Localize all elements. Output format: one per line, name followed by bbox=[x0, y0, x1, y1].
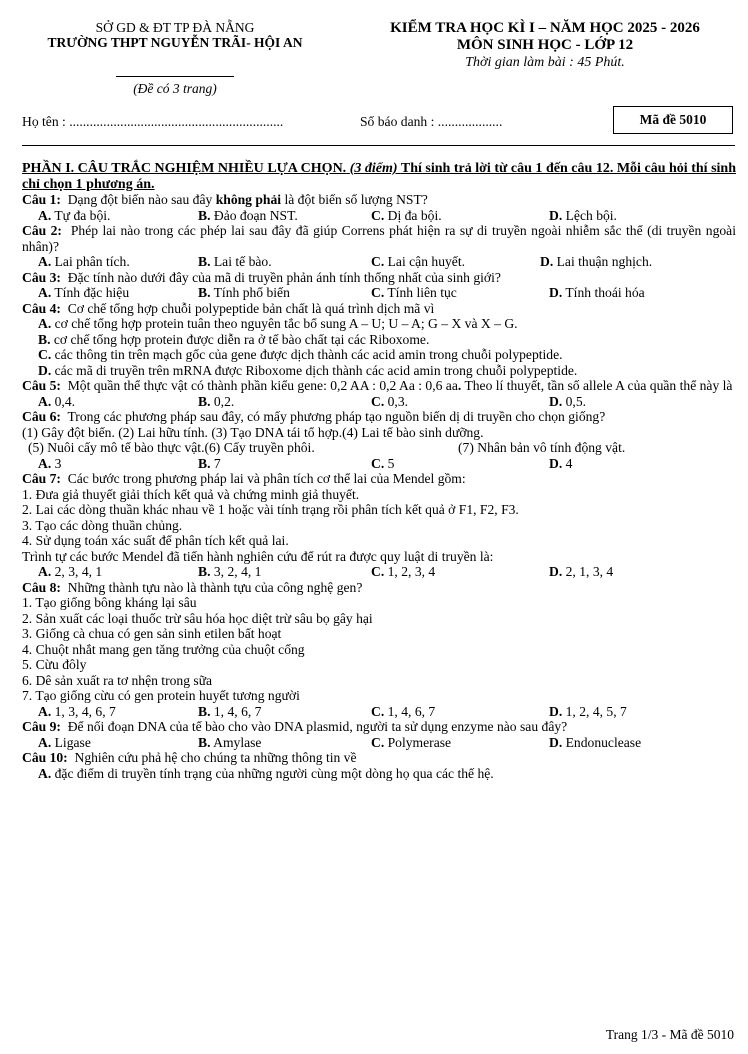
question-10: Câu 10: Nghiên cứu phả hệ cho chúng ta những thông tin về bbox=[22, 750, 357, 765]
divider bbox=[116, 76, 234, 77]
option-b[interactable]: B. cơ chế tổng hợp protein được diễn ra ở tế bào chất tại các Riboxome. bbox=[38, 331, 430, 347]
option-a[interactable]: A. 2, 3, 4, 1 bbox=[38, 564, 103, 579]
duration: Thời gian làm bài : 45 Phút. bbox=[465, 55, 625, 70]
step-3: 3. Tạo các dòng thuần chủng. bbox=[22, 517, 183, 533]
option-c[interactable]: C. 1, 2, 3, 4 bbox=[371, 564, 436, 579]
methods-text: (5) Nuôi cấy mô tế bào thực vật.(6) Cấy truyền phôi. bbox=[28, 440, 315, 455]
exam-code-box: Mã đề 5010 bbox=[613, 106, 733, 134]
options-3 bbox=[22, 285, 736, 301]
question-3: Câu 3: Đặc tính nào dưới đây của mã di truyền phản ánh tính thống nhất của sinh giới? bbox=[22, 269, 501, 285]
option-a[interactable]: A. đặc điểm di truyền tính trạng của những người cùng một dòng họ qua các thế hệ. bbox=[38, 765, 494, 781]
question-7-ask: Trình tự các bước Mendel đã tiến hành nghiên cứu để rút ra được quy luật di truyền là: bbox=[22, 548, 494, 564]
option-c[interactable]: C. 5 bbox=[371, 455, 395, 471]
options-8 bbox=[22, 704, 736, 720]
question-text: Đặc tính nào dưới đây của mã di truyền phản ánh tính thống nhất của sinh giới? bbox=[67, 269, 501, 285]
question-9: Câu 9: Để nối đoạn DNA của tế bào cho vào DNA plasmid, người ta sử dụng enzyme nào sau đây? bbox=[22, 719, 568, 734]
question-emphasis: không phải bbox=[215, 192, 282, 207]
part-instruction: Thí sinh trả lời từ câu 1 đến câu 12. Mỗi câu hỏi thí sinh chỉ chọn 1 phương án. bbox=[22, 161, 736, 192]
option-d[interactable]: D. 1, 2, 4, 5, 7 bbox=[549, 703, 627, 719]
option-a[interactable]: A. Lai phân tích. bbox=[38, 254, 130, 269]
option-c[interactable]: C. Lai cận huyết. bbox=[371, 254, 465, 269]
option-a[interactable]: A. 1, 3, 4, 6, 7 bbox=[38, 703, 116, 719]
options-2 bbox=[22, 254, 736, 270]
option-d[interactable]: D. 0,5. bbox=[549, 393, 587, 409]
question-8: Câu 8: Những thành tựu nào là thành tựu của công nghệ gen? bbox=[22, 579, 363, 595]
option-b[interactable]: B. 7 bbox=[198, 455, 221, 471]
question-6: Câu 6: Trong các phương pháp sau đây, có mấy phương pháp tạo nguồn biến dị di truyền cho chọn giống? bbox=[22, 409, 606, 424]
option-d[interactable]: D. Lệch bội. bbox=[549, 207, 617, 223]
option-b[interactable]: B. Lai tế bào. bbox=[198, 254, 272, 269]
subject: MÔN SINH HỌC - LỚP 12 bbox=[456, 37, 634, 53]
candidate-id-field[interactable]: Số báo danh : ................... bbox=[360, 114, 503, 129]
option-b[interactable]: B. Tính phổ biến bbox=[198, 285, 290, 300]
option-b[interactable]: B. Amylase bbox=[198, 734, 262, 750]
option-a[interactable]: A. Ligase bbox=[38, 734, 91, 750]
question-text: Dạng đột biến nào sau đây bbox=[67, 192, 216, 207]
option-a[interactable]: A. 0,4. bbox=[38, 393, 76, 409]
item-5: 5. Cừu đôly bbox=[22, 657, 87, 672]
part-points: (3 điểm) bbox=[349, 161, 398, 176]
option-c[interactable]: C. 0,3. bbox=[371, 393, 409, 409]
question-text: Nghiên cứu phả hệ cho chúng ta những thông tin về bbox=[74, 750, 357, 765]
page-footer: Trang 1/3 - Mã đề 5010 bbox=[605, 1027, 734, 1042]
item-4: 4. Chuột nhắt mang gen tăng trưởng của chuột cống bbox=[22, 641, 305, 657]
question-text: là đột biến số lượng NST? bbox=[281, 192, 428, 207]
part-heading: PHẦN I. CÂU TRẮC NGHIỆM NHIỀU LỰA CHỌN. bbox=[22, 161, 347, 176]
option-a[interactable]: A. cơ chế tổng hợp protein tuân theo nguyên tắc bổ sung A – U; U – A; G – X và X – G. bbox=[38, 316, 518, 331]
option-a[interactable]: A. Tính đặc hiệu bbox=[38, 285, 130, 300]
part-title bbox=[22, 161, 736, 192]
question-2: Câu 2: Phép lai nào trong các phép lai sau đây đã giúp Correns phát hiện ra sự di truyền ngoài nhiễm sắc thể (di truyền ngoài nhân)? bbox=[22, 223, 736, 254]
option-b[interactable]: B. 1, 4, 6, 7 bbox=[198, 703, 262, 719]
step-1: 1. Đưa giả thuyết giải thích kết quả và chứng minh giả thuyết. bbox=[22, 486, 360, 502]
methods-line-1: (1) Gây đột biến. (2) Lai hữu tính. (3) Tạo DNA tái tổ hợp.(4) Lai tế bào sinh dưỡng. bbox=[22, 424, 484, 440]
exam-content bbox=[22, 161, 736, 781]
option-a[interactable]: A. Tự đa bội. bbox=[38, 207, 111, 223]
option-d[interactable]: D. 2, 1, 3, 4 bbox=[549, 564, 614, 579]
step-2: 2. Lai các dòng thuần khác nhau về 1 hoặc vài tính trạng rồi phân tích kết quả ở F1, F2, F3. bbox=[22, 502, 519, 517]
methods-line-2 bbox=[22, 440, 736, 456]
option-c[interactable]: C. 1, 4, 6, 7 bbox=[371, 703, 436, 719]
options-5 bbox=[22, 394, 736, 410]
question-text: Một quần thể thực vật có thành phần kiểu gene: 0,2 AA : 0,2 Aa : 0,6 aa bbox=[67, 378, 458, 393]
item-6: 6. Dê sản xuất ra tơ nhện trong sữa bbox=[22, 672, 213, 688]
school-name: TRƯỜNG THPT NGUYỄN TRÃI- HỘI AN bbox=[47, 35, 303, 50]
options-7 bbox=[22, 564, 736, 580]
exam-title: KIỂM TRA HỌC KÌ I – NĂM HỌC 2025 - 2026 bbox=[390, 20, 700, 36]
options-9 bbox=[22, 735, 736, 751]
question-7: Câu 7: Các bước trong phương pháp lai và phân tích cơ thể lai của Mendel gồm: bbox=[22, 471, 466, 486]
options-6 bbox=[22, 456, 736, 472]
header-right bbox=[350, 20, 740, 71]
header-left bbox=[10, 20, 340, 96]
options-1 bbox=[22, 208, 736, 224]
question-text: Cơ chế tổng hợp chuỗi polypeptide bản chất là quá trình dịch mã vì bbox=[67, 300, 435, 316]
option-b[interactable]: B. 0,2. bbox=[198, 393, 235, 409]
option-d[interactable]: D. Endonuclease bbox=[549, 734, 642, 750]
item-2: 2. Sản xuất các loại thuốc trừ sâu hóa học diệt trừ sâu bọ gây hại bbox=[22, 610, 373, 626]
question-text: Phép lai nào trong các phép lai sau đây đã giúp Correns phát hiện ra sự di truyền ngoài nhiễm sắc thể (di truyền ngoài nhân)? bbox=[22, 223, 736, 254]
option-b[interactable]: B. 3, 2, 4, 1 bbox=[198, 564, 262, 579]
option-a[interactable]: A. 3 bbox=[38, 455, 62, 471]
step-4: 4. Sử dụng toán xác suất để phân tích kết quả lai. bbox=[22, 533, 289, 548]
name-field[interactable]: Họ tên : ............................................................... bbox=[22, 114, 284, 129]
question-text: Trong các phương pháp sau đây, có mấy phương pháp tạo nguồn biến dị di truyền cho chọn giống? bbox=[67, 409, 606, 424]
item-7: 7. Tạo giống cừu có gen protein huyết tương người bbox=[22, 688, 300, 703]
option-d[interactable]: D. Tính thoái hóa bbox=[549, 285, 645, 300]
item-3: 3. Giống cà chua có gen sản sinh etilen bất hoạt bbox=[22, 626, 282, 641]
option-c[interactable]: C. Dị đa bội. bbox=[371, 207, 442, 223]
question-label: Câu 1: bbox=[22, 192, 61, 207]
option-d[interactable]: D. các mã di truyền trên mRNA được Riboxome dịch thành các acid amin trong chuỗi polypeptide. bbox=[38, 362, 578, 378]
question-text: Để nối đoạn DNA của tế bào cho vào DNA plasmid, người ta sử dụng enzyme nào sau đây? bbox=[67, 719, 568, 734]
item-1: 1. Tạo giống bông kháng lại sâu bbox=[22, 595, 197, 610]
page-count: (Đề có 3 trang) bbox=[133, 81, 217, 96]
option-c[interactable]: C. các thông tin trên mạch gốc của gene được dịch thành các acid amin trong chuỗi polypeptide. bbox=[38, 347, 563, 362]
option-c[interactable]: C. Polymerase bbox=[371, 734, 452, 750]
option-b[interactable]: B. Đảo đoạn NST. bbox=[198, 207, 298, 223]
option-d[interactable]: D. 4 bbox=[549, 455, 573, 471]
question-4: Câu 4: Cơ chế tổng hợp chuỗi polypeptide bản chất là quá trình dịch mã vì bbox=[22, 300, 435, 316]
header-separator bbox=[22, 145, 735, 146]
question-text: Các bước trong phương pháp lai và phân tích cơ thể lai của Mendel gồm: bbox=[67, 471, 466, 486]
option-d[interactable]: D. Lai thuận nghịch. bbox=[540, 254, 653, 269]
question-5: Câu 5: Một quần thể thực vật có thành phần kiểu gene: 0,2 AA : 0,2 Aa : 0,6 aa. Theo lí thuyết, tần số allele A của quần thể này là bbox=[22, 378, 733, 393]
option-c[interactable]: C. Tính liên tục bbox=[371, 285, 457, 300]
question-1 bbox=[22, 192, 736, 208]
department: SỞ GD & ĐT TP ĐÀ NẴNG bbox=[95, 20, 255, 35]
methods-text: (7) Nhân bản vô tính động vật. bbox=[458, 440, 626, 455]
question-text: Những thành tựu nào là thành tựu của công nghệ gen? bbox=[67, 579, 363, 595]
